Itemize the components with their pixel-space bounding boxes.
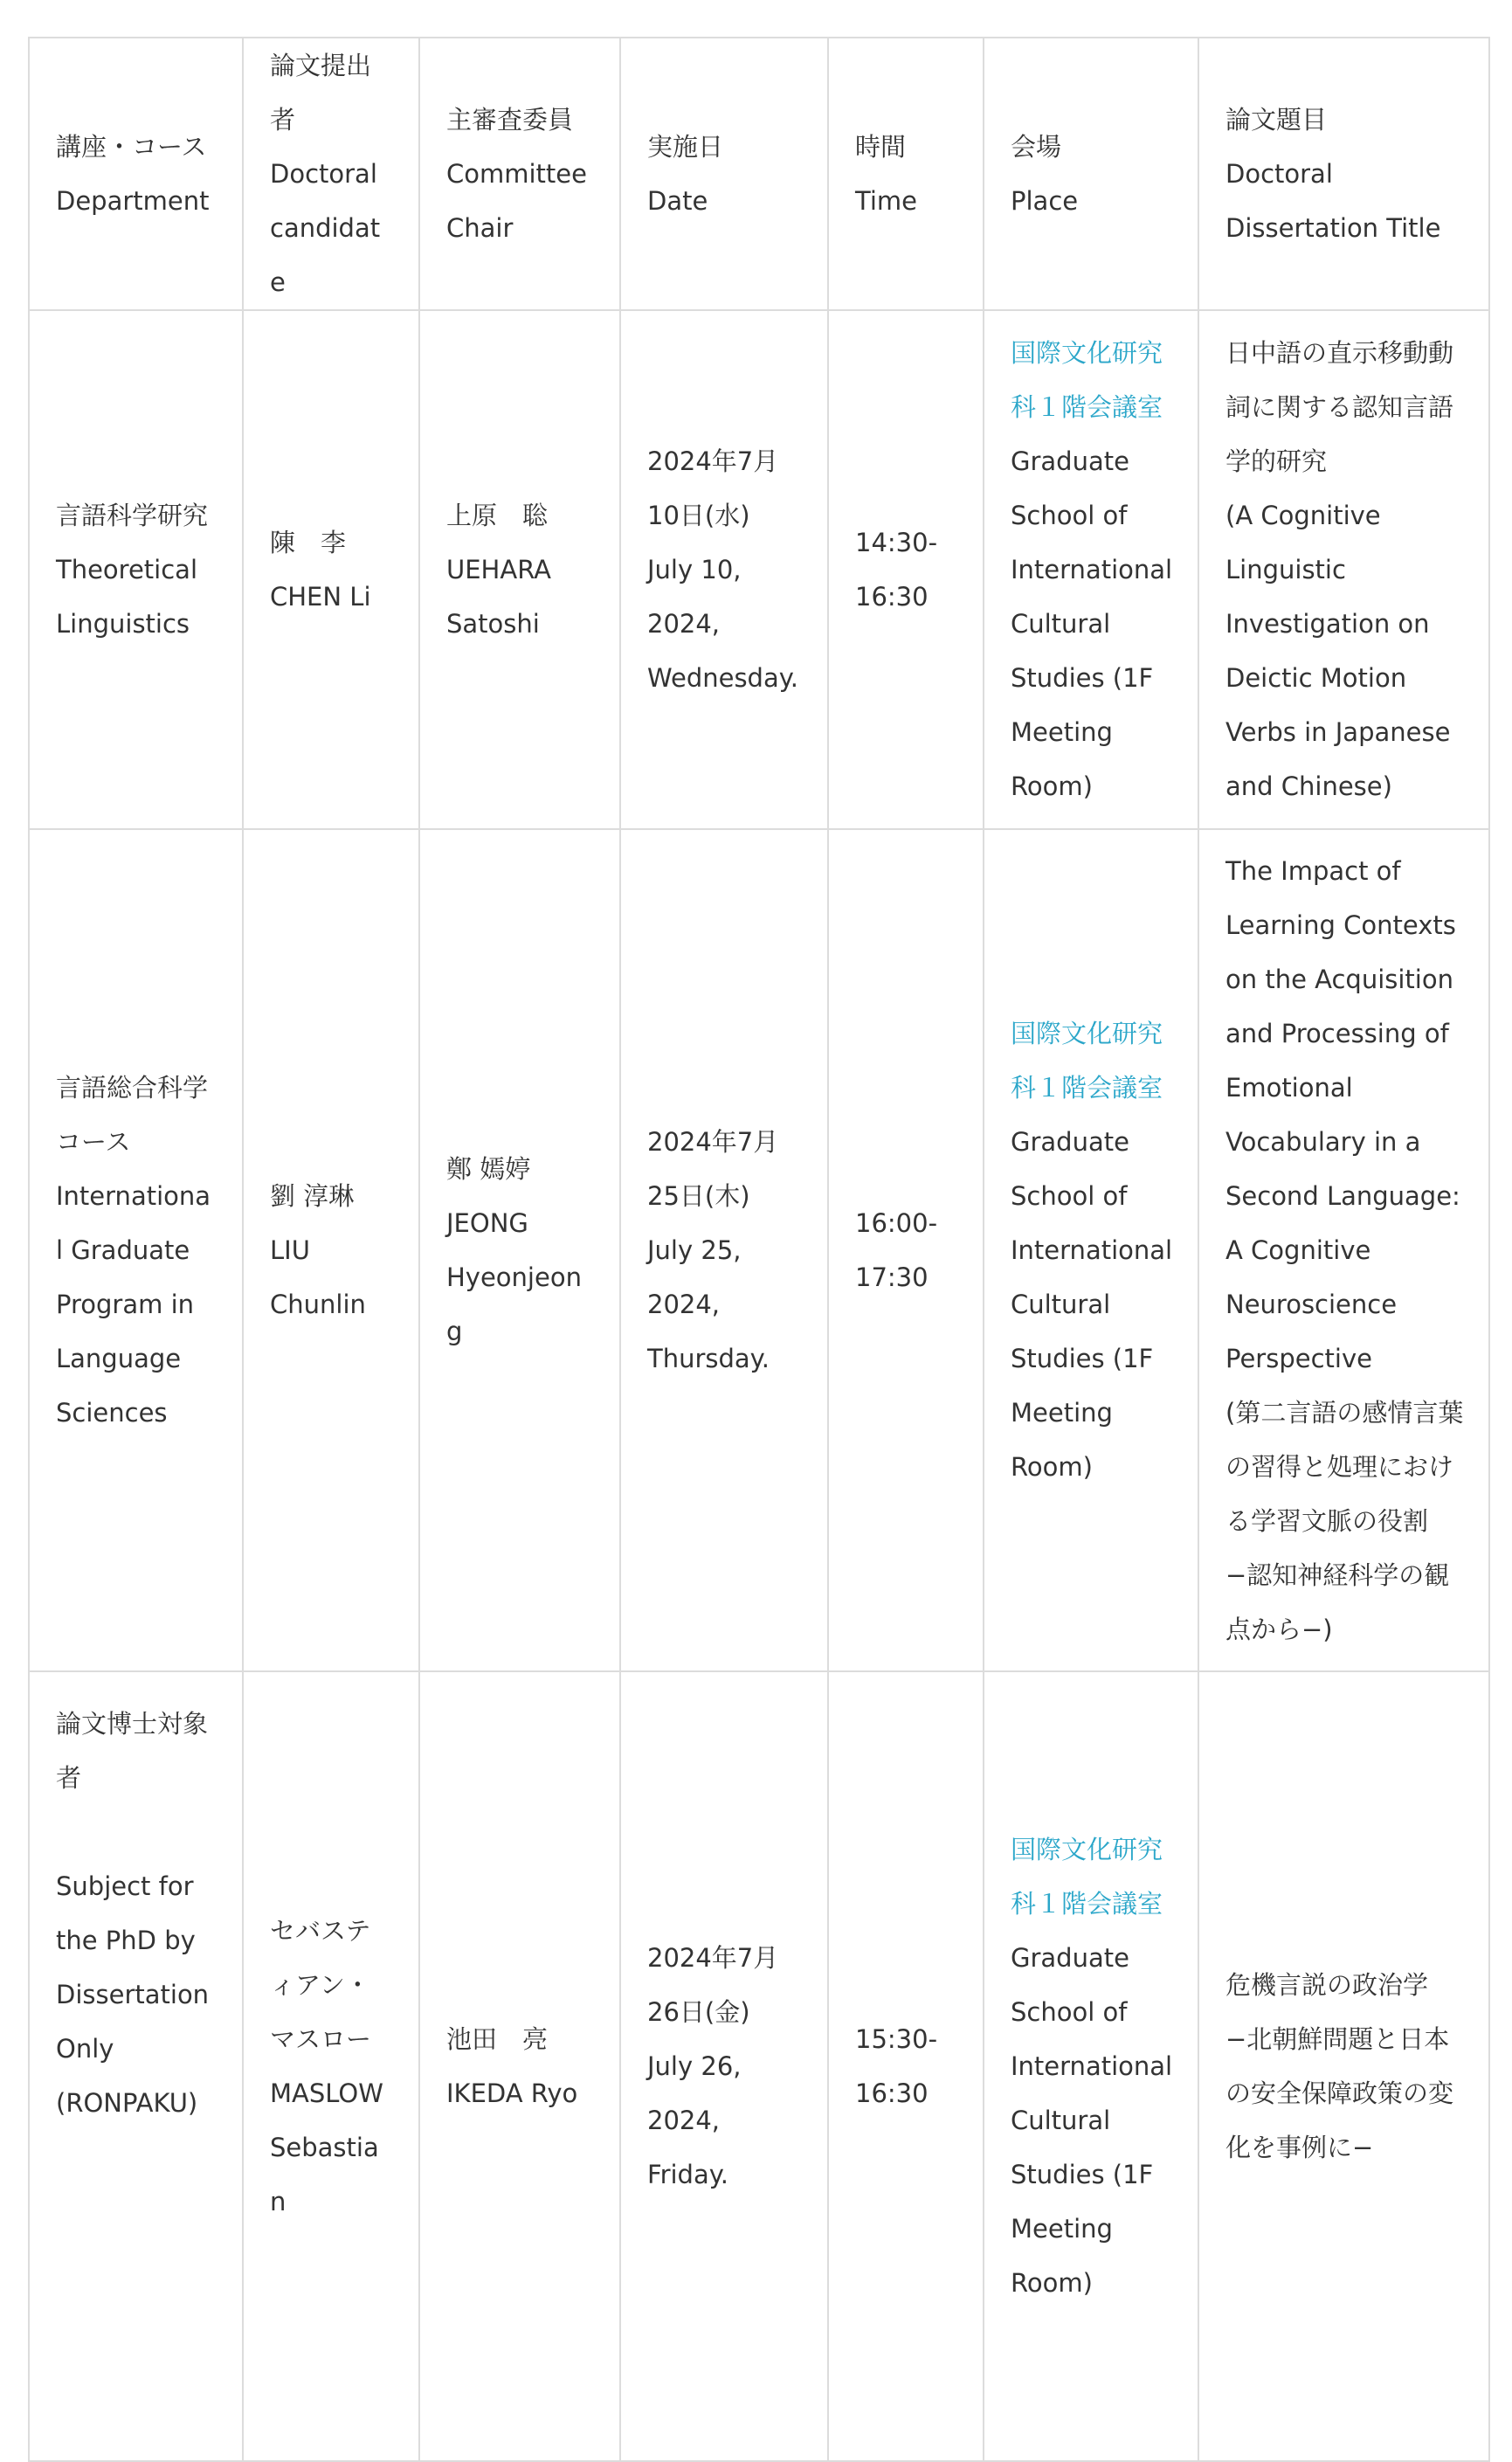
time-cell: 15:30-16:30 [828, 1671, 984, 2461]
place-cell: 国際文化研究科１階会議室 Graduate School of International Cultural Studies (1F Meeting Room) [984, 829, 1198, 1671]
table-header-row [29, 38, 1489, 310]
header-chair: 主審査委員 Committee Chair [419, 38, 620, 310]
title-cell: 日中語の直示移動動詞に関する認知言語学的研究 (A Cognitive Linguistic Investigation on Deictic Motion Verbs in Japanese and Chinese) [1198, 310, 1489, 829]
department-cell: 論文博士対象者 Subject for the PhD by Dissertation Only (RONPAKU) [29, 1671, 243, 2461]
table-row [29, 829, 1489, 1671]
time-cell: 16:00-17:30 [828, 829, 984, 1671]
table-row [29, 1671, 1489, 2461]
header-place: 会場 Place [984, 38, 1198, 310]
header-candidate: 論文提出者 Doctoral candidate [243, 38, 419, 310]
place-link[interactable]: 国際文化研究科１階会議室 [1011, 1835, 1163, 1919]
department-cell: 言語総合科学コース International Graduate Program in Language Sciences [29, 829, 243, 1671]
chair-cell: 池田 亮 IKEDA Ryo [419, 1671, 620, 2461]
time-cell: 14:30-16:30 [828, 310, 984, 829]
place-link[interactable]: 国際文化研究科１階会議室 [1011, 338, 1163, 422]
date-cell: 2024年7月25日(木) July 25, 2024, Thursday. [620, 829, 828, 1671]
header-title: 論文題目 Doctoral Dissertation Title [1198, 38, 1489, 310]
date-cell: 2024年7月26日(金) July 26, 2024, Friday. [620, 1671, 828, 2461]
header-time: 時間 Time [828, 38, 984, 310]
title-cell: The Impact of Learning Contexts on the Acquisition and Processing of Emotional Vocabulary in a Second Language: A Cognitive Neuroscience Perspective (第二言語の感情言葉の習得と処理における学習文脈の役割−認知神経科学の観点から−) [1198, 829, 1489, 1671]
header-date: 実施日 Date [620, 38, 828, 310]
header-department: 講座・コース Department [29, 38, 243, 310]
place-cell: 国際文化研究科１階会議室 Graduate School of International Cultural Studies (1F Meeting Room) [984, 310, 1198, 829]
defense-schedule [28, 37, 1488, 2462]
date-cell: 2024年7月10日(水) July 10, 2024, Wednesday. [620, 310, 828, 829]
candidate-cell: 劉 淳琳 LIU Chunlin [243, 829, 419, 1671]
chair-cell: 上原 聡 UEHARA Satoshi [419, 310, 620, 829]
candidate-cell: セバスティアン・マスロー MASLOW Sebastian [243, 1671, 419, 2461]
place-cell: 国際文化研究科１階会議室 Graduate School of International Cultural Studies (1F Meeting Room) [984, 1671, 1198, 2461]
defense-schedule-table [28, 37, 1490, 2462]
candidate-cell: 陳 李 CHEN Li [243, 310, 419, 829]
department-cell: 言語科学研究 Theoretical Linguistics [29, 310, 243, 829]
title-cell: 危機言説の政治学 −北朝鮮問題と日本の安全保障政策の変化を事例に− [1198, 1671, 1489, 2461]
place-link[interactable]: 国際文化研究科１階会議室 [1011, 1019, 1163, 1103]
chair-cell: 鄭 嫣婷 JEONG Hyeonjeong [419, 829, 620, 1671]
table-row [29, 310, 1489, 829]
